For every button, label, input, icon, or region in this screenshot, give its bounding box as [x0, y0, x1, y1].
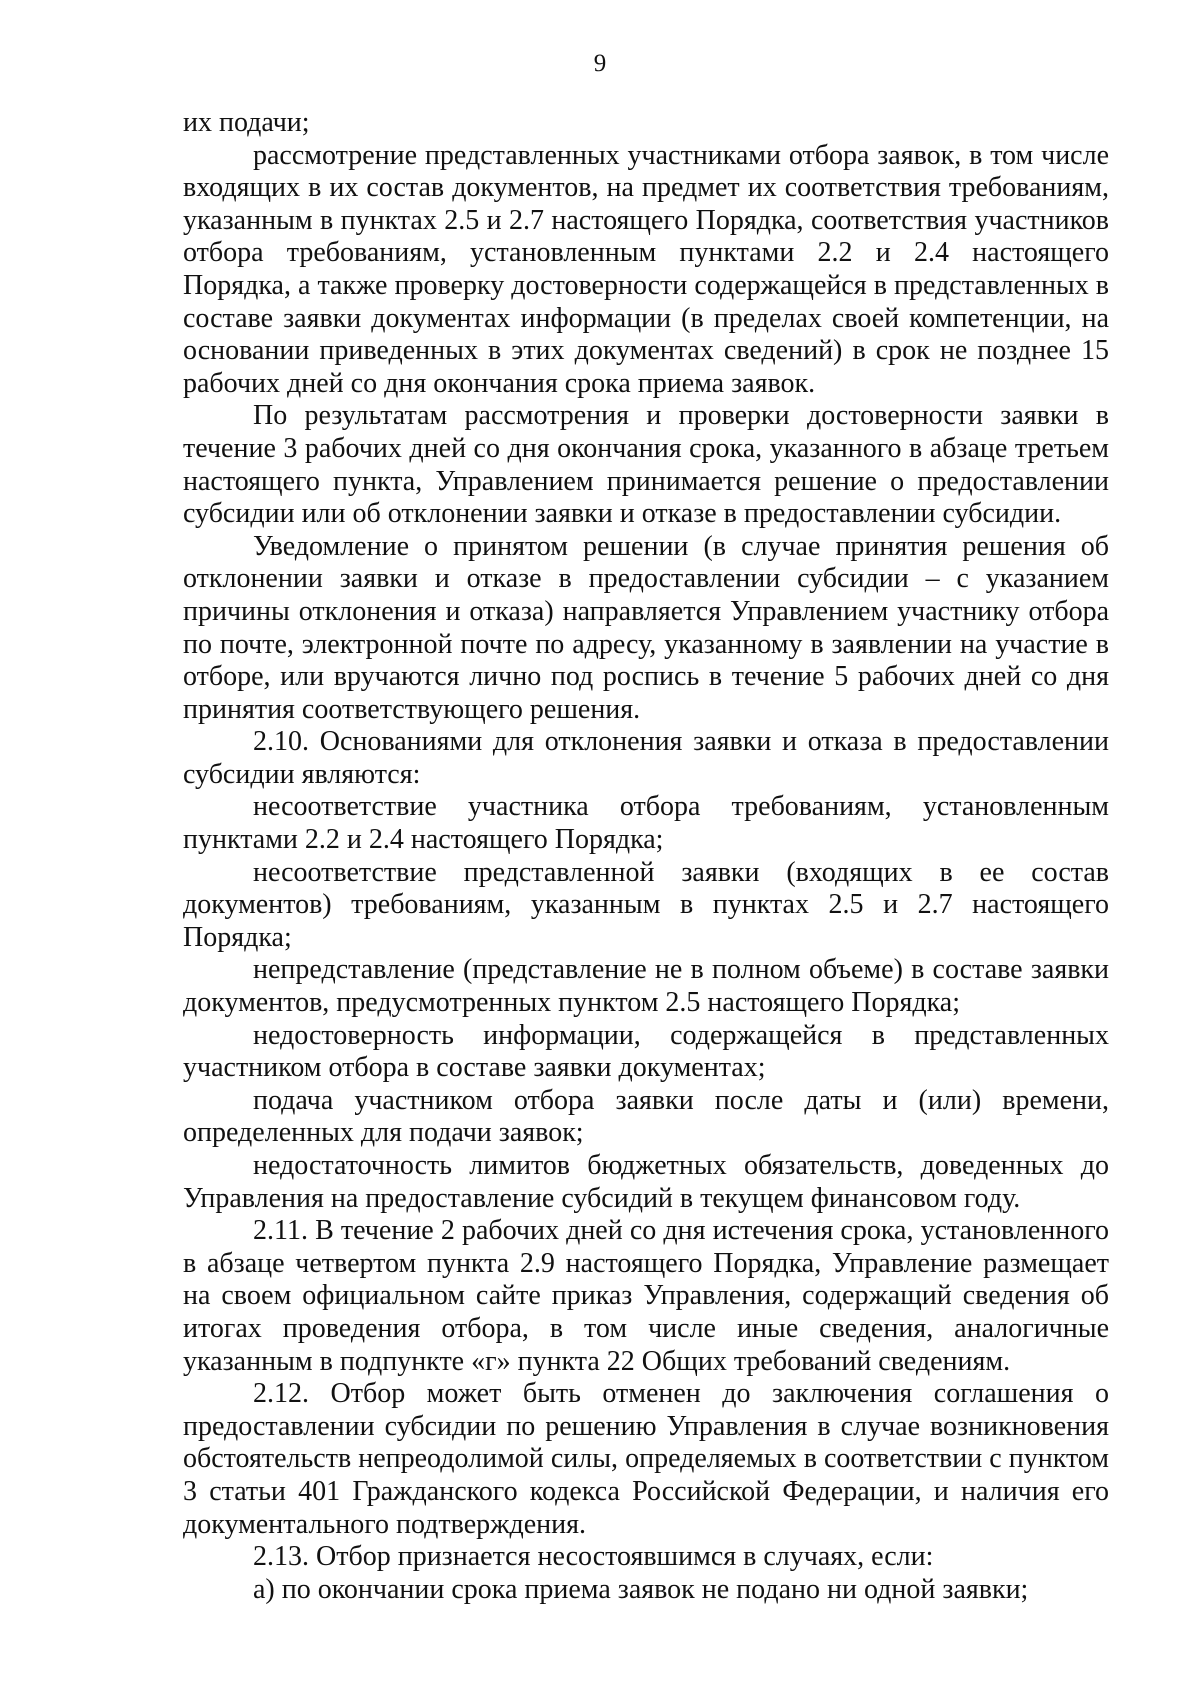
paragraph-review-of-applications: рассмотрение представленных участниками отбора заявок, в том числе входящих в их состав документов, на предмет их соответствия требованиям, указанным в пунктах 2.5 и 2.7 настоящего Порядка, соответствия участников отбора требованиям, установленным пунктами 2.2 и 2.4 настоящего Порядка, а также проверку достоверности содержащейся в представленных в составе заявки документах информации (в пределах своей компетенции, на основании приведенных в этих документах сведений) в срок не позднее 15 рабочих дней со дня окончания срока приема заявок.	[183, 139, 1109, 399]
paragraph-continuation: их подачи;	[183, 107, 310, 138]
paragraph-clause-2-12: 2.12. Отбор может быть отменен до заключения соглашения о предоставлении субсидии по решению Управления в случае возникновения обстоятельств непреодолимой силы, определяемых в соответствии с пунктом 3 статьи 401 Гражданского кодекса Российской Федерации, и наличия его документального подтверждения.	[183, 1378, 1109, 1540]
paragraph-ground-late-submission: подача участником отбора заявки после даты и (или) времени, определенных для подачи заявок;	[183, 1084, 1109, 1149]
paragraph-ground-participant-mismatch: несоответствие участника отбора требованиям, установленным пунктами 2.2 и 2.4 настоящего Порядка;	[183, 791, 1109, 856]
paragraph-ground-application-mismatch: несоответствие представленной заявки (входящих в ее состав документов) требованиям, указанным в пунктах 2.5 и 2.7 настоящего Порядка;	[183, 856, 1109, 953]
paragraph-notification: Уведомление о принятом решении (в случае принятия решения об отклонении заявки и отказе в предоставлении субсидии – с указанием причины отклонения и отказа) направляется Управлением участнику отбора по почте, электронной почте по адресу, указанному в заявлении на участие в отборе, или вручаются лично под роспись в течение 5 рабочих дней со дня принятия соответствующего решения.	[183, 530, 1109, 725]
paragraph-ground-incomplete-documents: непредставление (представление не в полном объеме) в составе заявки документов, предусмотренных пунктом 2.5 настоящего Порядка;	[183, 954, 1109, 1019]
paragraph-clause-2-13: 2.13. Отбор признается несостоявшимся в случаях, если:	[253, 1541, 934, 1573]
document-body	[183, 107, 1109, 1606]
paragraph-clause-2-10: 2.10. Основаниями для отклонения заявки и отказа в предоставлении субсидии являются:	[183, 726, 1109, 790]
paragraph-ground-false-information: недостоверность информации, содержащейся в представленных участником отбора в составе заявки документах;	[183, 1019, 1109, 1084]
page-number: 9	[593, 50, 607, 77]
paragraph-case-a: а) по окончании срока приема заявок не подано ни одной заявки;	[253, 1573, 1029, 1605]
paragraph-clause-2-11: 2.11. В течение 2 рабочих дней со дня истечения срока, установленного в абзаце четвертом пункта 2.9 настоящего Порядка, Управление размещает на своем официальном сайте приказ Управления, содержащий сведения об итогах проведения отбора, в том числе иные сведения, аналогичные указанным в подпункте «г» пункта 22 Общих требований сведениям.	[183, 1215, 1109, 1377]
paragraph-decision: По результатам рассмотрения и проверки достоверности заявки в течение 3 рабочих дней со дня окончания срока, указанного в абзаце третьем настоящего пункта, Управлением принимается решение о предоставлении субсидии или об отклонении заявки и отказе в предоставлении субсидии.	[183, 400, 1109, 530]
paragraph-ground-budget-limits: недостаточность лимитов бюджетных обязательств, доведенных до Управления на предоставление субсидий в текущем финансовом году.	[183, 1150, 1109, 1214]
